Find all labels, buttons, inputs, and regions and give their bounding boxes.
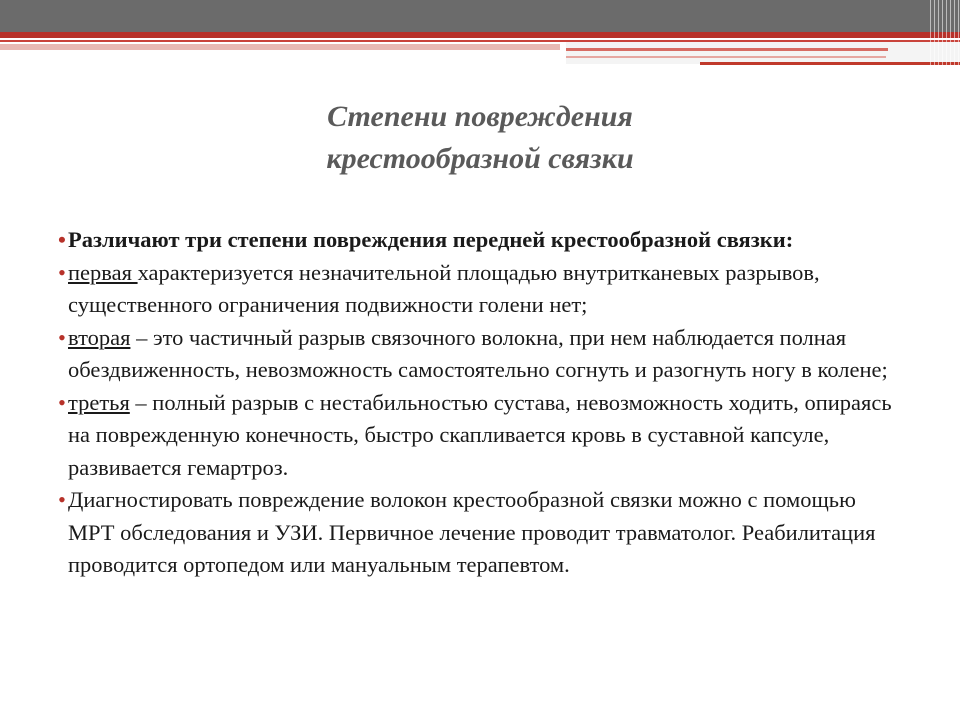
- header-right-stripe: [566, 56, 886, 58]
- bullet-icon: •: [58, 389, 66, 415]
- list-item: [58, 257, 898, 322]
- slide-body: [58, 224, 898, 582]
- item-term: вторая: [68, 324, 131, 350]
- item-term: первая: [68, 259, 138, 285]
- item-text: – полный разрыв с нестабильностью сустава, невозможность ходить, опираясь на поврежденную конечность, быстро скапливается кровь в суставной капсуле, развивается гемартроз.: [68, 389, 892, 480]
- list-item: [58, 387, 898, 485]
- header-right-stripe: [700, 62, 960, 65]
- header-right-block: [566, 42, 960, 64]
- item-text: Диагностировать повреждение волокон крестообразной связки можно с помощью МРТ обследования и УЗИ. Первичное лечение проводит травматолог. Реабилитация проводится ортопедом или мануальным терапевтом.: [68, 487, 876, 577]
- title-line-2: крестообразной связки: [326, 142, 634, 175]
- slide-title: [180, 96, 780, 180]
- item-text: характеризуется незначительной площадью внутритканевых разрывов, существенного ограничения подвижности голени нет;: [68, 259, 820, 317]
- item-text: Различают три степени повреждения передней крестообразной связки:: [68, 227, 794, 252]
- header-band-pink: [0, 44, 560, 50]
- bullet-icon: •: [58, 324, 66, 350]
- header-band-red: [0, 32, 960, 38]
- list-item: [58, 484, 898, 582]
- header-vertical-lines: [930, 0, 960, 66]
- list-item: [58, 322, 898, 387]
- bullet-icon: •: [58, 487, 66, 512]
- bullet-icon: •: [58, 259, 66, 285]
- item-term: третья: [68, 389, 130, 415]
- header-right-stripe: [566, 48, 888, 51]
- bullet-icon: •: [58, 227, 66, 252]
- list-item: [58, 224, 898, 257]
- header-band-gray: [0, 0, 960, 32]
- item-text: – это частичный разрыв связочного волокна, при нем наблюдается полная обездвиженность, невозможность самостоятельно согнуть и разогнуть ногу в колене;: [68, 324, 888, 382]
- title-line-1: Степени повреждения: [327, 100, 633, 133]
